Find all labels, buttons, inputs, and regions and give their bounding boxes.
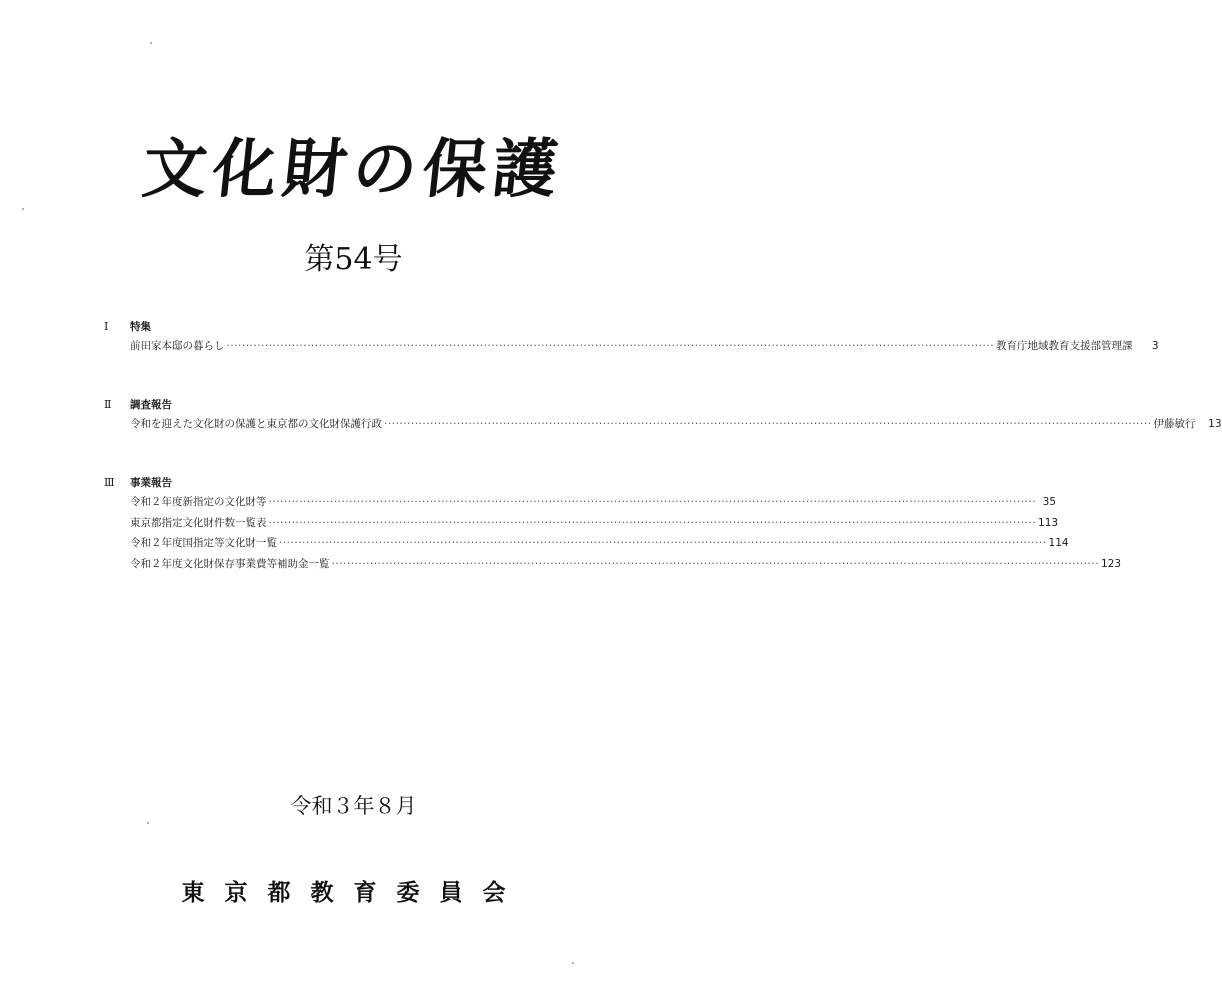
dot-leader: ········································································································································································································ (384, 418, 1152, 430)
dot-leader: ········································································································································································································ (226, 340, 995, 352)
section-number: Ⅱ (104, 398, 112, 411)
section-title: 特集 (130, 321, 151, 333)
toc-entry (104, 336, 1159, 357)
publisher-name: 東京都教育委員会 (181, 879, 526, 906)
toc-entry (104, 414, 1222, 435)
section-heading (104, 474, 622, 492)
dot-leader: ········································································································································································································ (268, 496, 1037, 508)
issue-number: 第54号 (304, 242, 403, 277)
entry-title: 令和２年度文化財保存事業費等補助金一覧 (130, 557, 330, 570)
entry-title: 令和２年度国指定等文化財一覧 (130, 537, 277, 549)
entry-title: 東京都指定文化財件数一覧表 (130, 516, 267, 529)
entry-page: 114 (1048, 537, 1069, 549)
section-number: Ⅰ (104, 320, 109, 333)
toc-entry (104, 492, 1057, 513)
section-heading (104, 318, 622, 336)
scan-speck (572, 962, 574, 964)
toc-section-3 (104, 474, 1122, 574)
section-title: 事業報告 (130, 477, 172, 489)
scan-speck (22, 208, 24, 210)
dot-leader: ········································································································································································································ (331, 557, 1100, 570)
dot-leader: ········································································································································································································ (279, 537, 1047, 549)
scan-speck (147, 822, 149, 824)
dot-leader: ········································································································································································································ (268, 516, 1037, 529)
toc-entry (104, 533, 1069, 554)
publication-date: 令和３年８月 (290, 794, 417, 818)
section-heading (104, 396, 622, 414)
toc-section-1 (104, 318, 1159, 357)
entry-title: 前田家本邸の暮らし (130, 340, 225, 352)
entry-title: 令和２年度新指定の文化財等 (130, 496, 267, 508)
toc-entry (104, 513, 1059, 534)
toc-section-2 (104, 396, 1222, 435)
entry-page: 3 (1151, 340, 1159, 352)
toc-entry (104, 554, 1122, 575)
section-title: 調査報告 (130, 399, 172, 411)
entry-page: 113 (1038, 516, 1059, 529)
document-title: 文化財の保護 (138, 132, 567, 207)
scan-speck (150, 42, 152, 44)
entry-page: 35 (1042, 496, 1057, 508)
section-number: Ⅲ (104, 476, 115, 489)
entry-page: 123 (1101, 557, 1122, 570)
entry-author: 教育庁地域教育支援部管理課 (996, 340, 1133, 352)
entry-title: 令和を迎えた文化財の保護と東京都の文化財保護行政 (130, 418, 382, 430)
entry-author: 伊藤敏行 (1153, 418, 1196, 430)
entry-page: 13 (1208, 418, 1222, 430)
